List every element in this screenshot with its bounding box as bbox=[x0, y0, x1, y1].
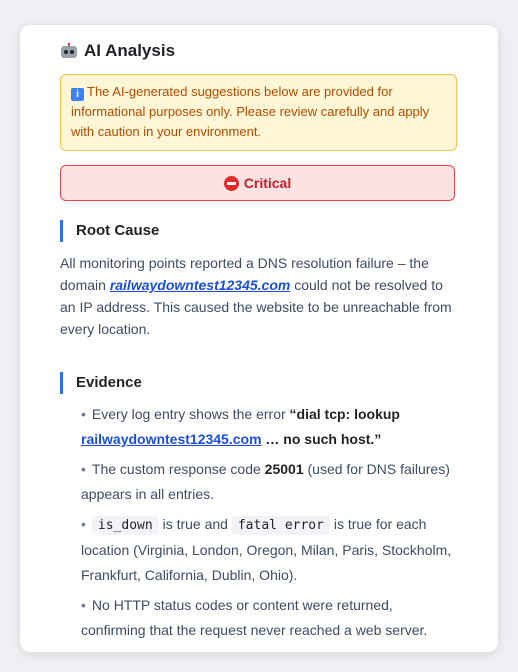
item-text: is true and bbox=[158, 516, 232, 532]
error-text: “dial tcp: lookup bbox=[289, 406, 400, 422]
bullet: • bbox=[81, 461, 86, 477]
item-text-end: is true for each location (Virginia, London, Oregon, Milan, Paris, Stockholm, Frankfurt, California, Dublin, Ohio). bbox=[81, 516, 452, 583]
root-cause-text-end: could not be resolved to an IP address. This caused the website to be unreachable from every location. bbox=[60, 277, 452, 337]
disclaimer-box bbox=[60, 74, 457, 151]
section-title bbox=[60, 39, 457, 63]
title-text: AI Analysis bbox=[84, 41, 176, 60]
item-text: The custom response code bbox=[91, 461, 265, 477]
error-text-end: … no such host.” bbox=[261, 431, 382, 447]
ai-analysis-card bbox=[20, 25, 498, 652]
severity-label: Critical bbox=[243, 175, 292, 191]
evidence-list bbox=[60, 402, 456, 643]
root-cause-heading: Root Cause bbox=[60, 220, 457, 242]
bullet: • bbox=[81, 406, 86, 422]
list-item bbox=[81, 512, 456, 588]
item-text: No HTTP status codes or content were returned, confirming that the request never reached a web server. bbox=[81, 597, 428, 638]
list-item bbox=[81, 402, 456, 452]
list-item bbox=[81, 593, 456, 643]
response-code: 25001 bbox=[264, 461, 304, 477]
domain-link[interactable]: railwaydowntest12345.com bbox=[81, 431, 262, 447]
bullet: • bbox=[81, 516, 86, 532]
item-text-end: (used for DNS failures) appears in all entries. bbox=[81, 461, 450, 502]
root-cause-text bbox=[60, 252, 460, 340]
code-is-down: is_down bbox=[92, 516, 159, 535]
severity-badge bbox=[60, 165, 455, 201]
evidence-heading: Evidence bbox=[60, 372, 457, 394]
item-text: Every log entry shows the error bbox=[91, 406, 290, 422]
root-cause-text-start: All monitoring points reported a DNS resolution failure – the domain bbox=[60, 255, 429, 293]
bullet: • bbox=[81, 597, 86, 613]
robot-icon bbox=[60, 43, 78, 59]
domain-link[interactable]: railwaydowntest12345.com bbox=[109, 277, 291, 293]
code-fatal-error: fatal error bbox=[232, 516, 330, 535]
no-entry-icon bbox=[224, 176, 239, 191]
list-item bbox=[81, 457, 456, 507]
disclaimer-text: The AI-generated suggestions below are provided for informational purposes only. Please review carefully and apply with caution in your environment. bbox=[71, 84, 430, 139]
info-icon: i bbox=[71, 88, 84, 101]
card-content bbox=[60, 39, 457, 648]
